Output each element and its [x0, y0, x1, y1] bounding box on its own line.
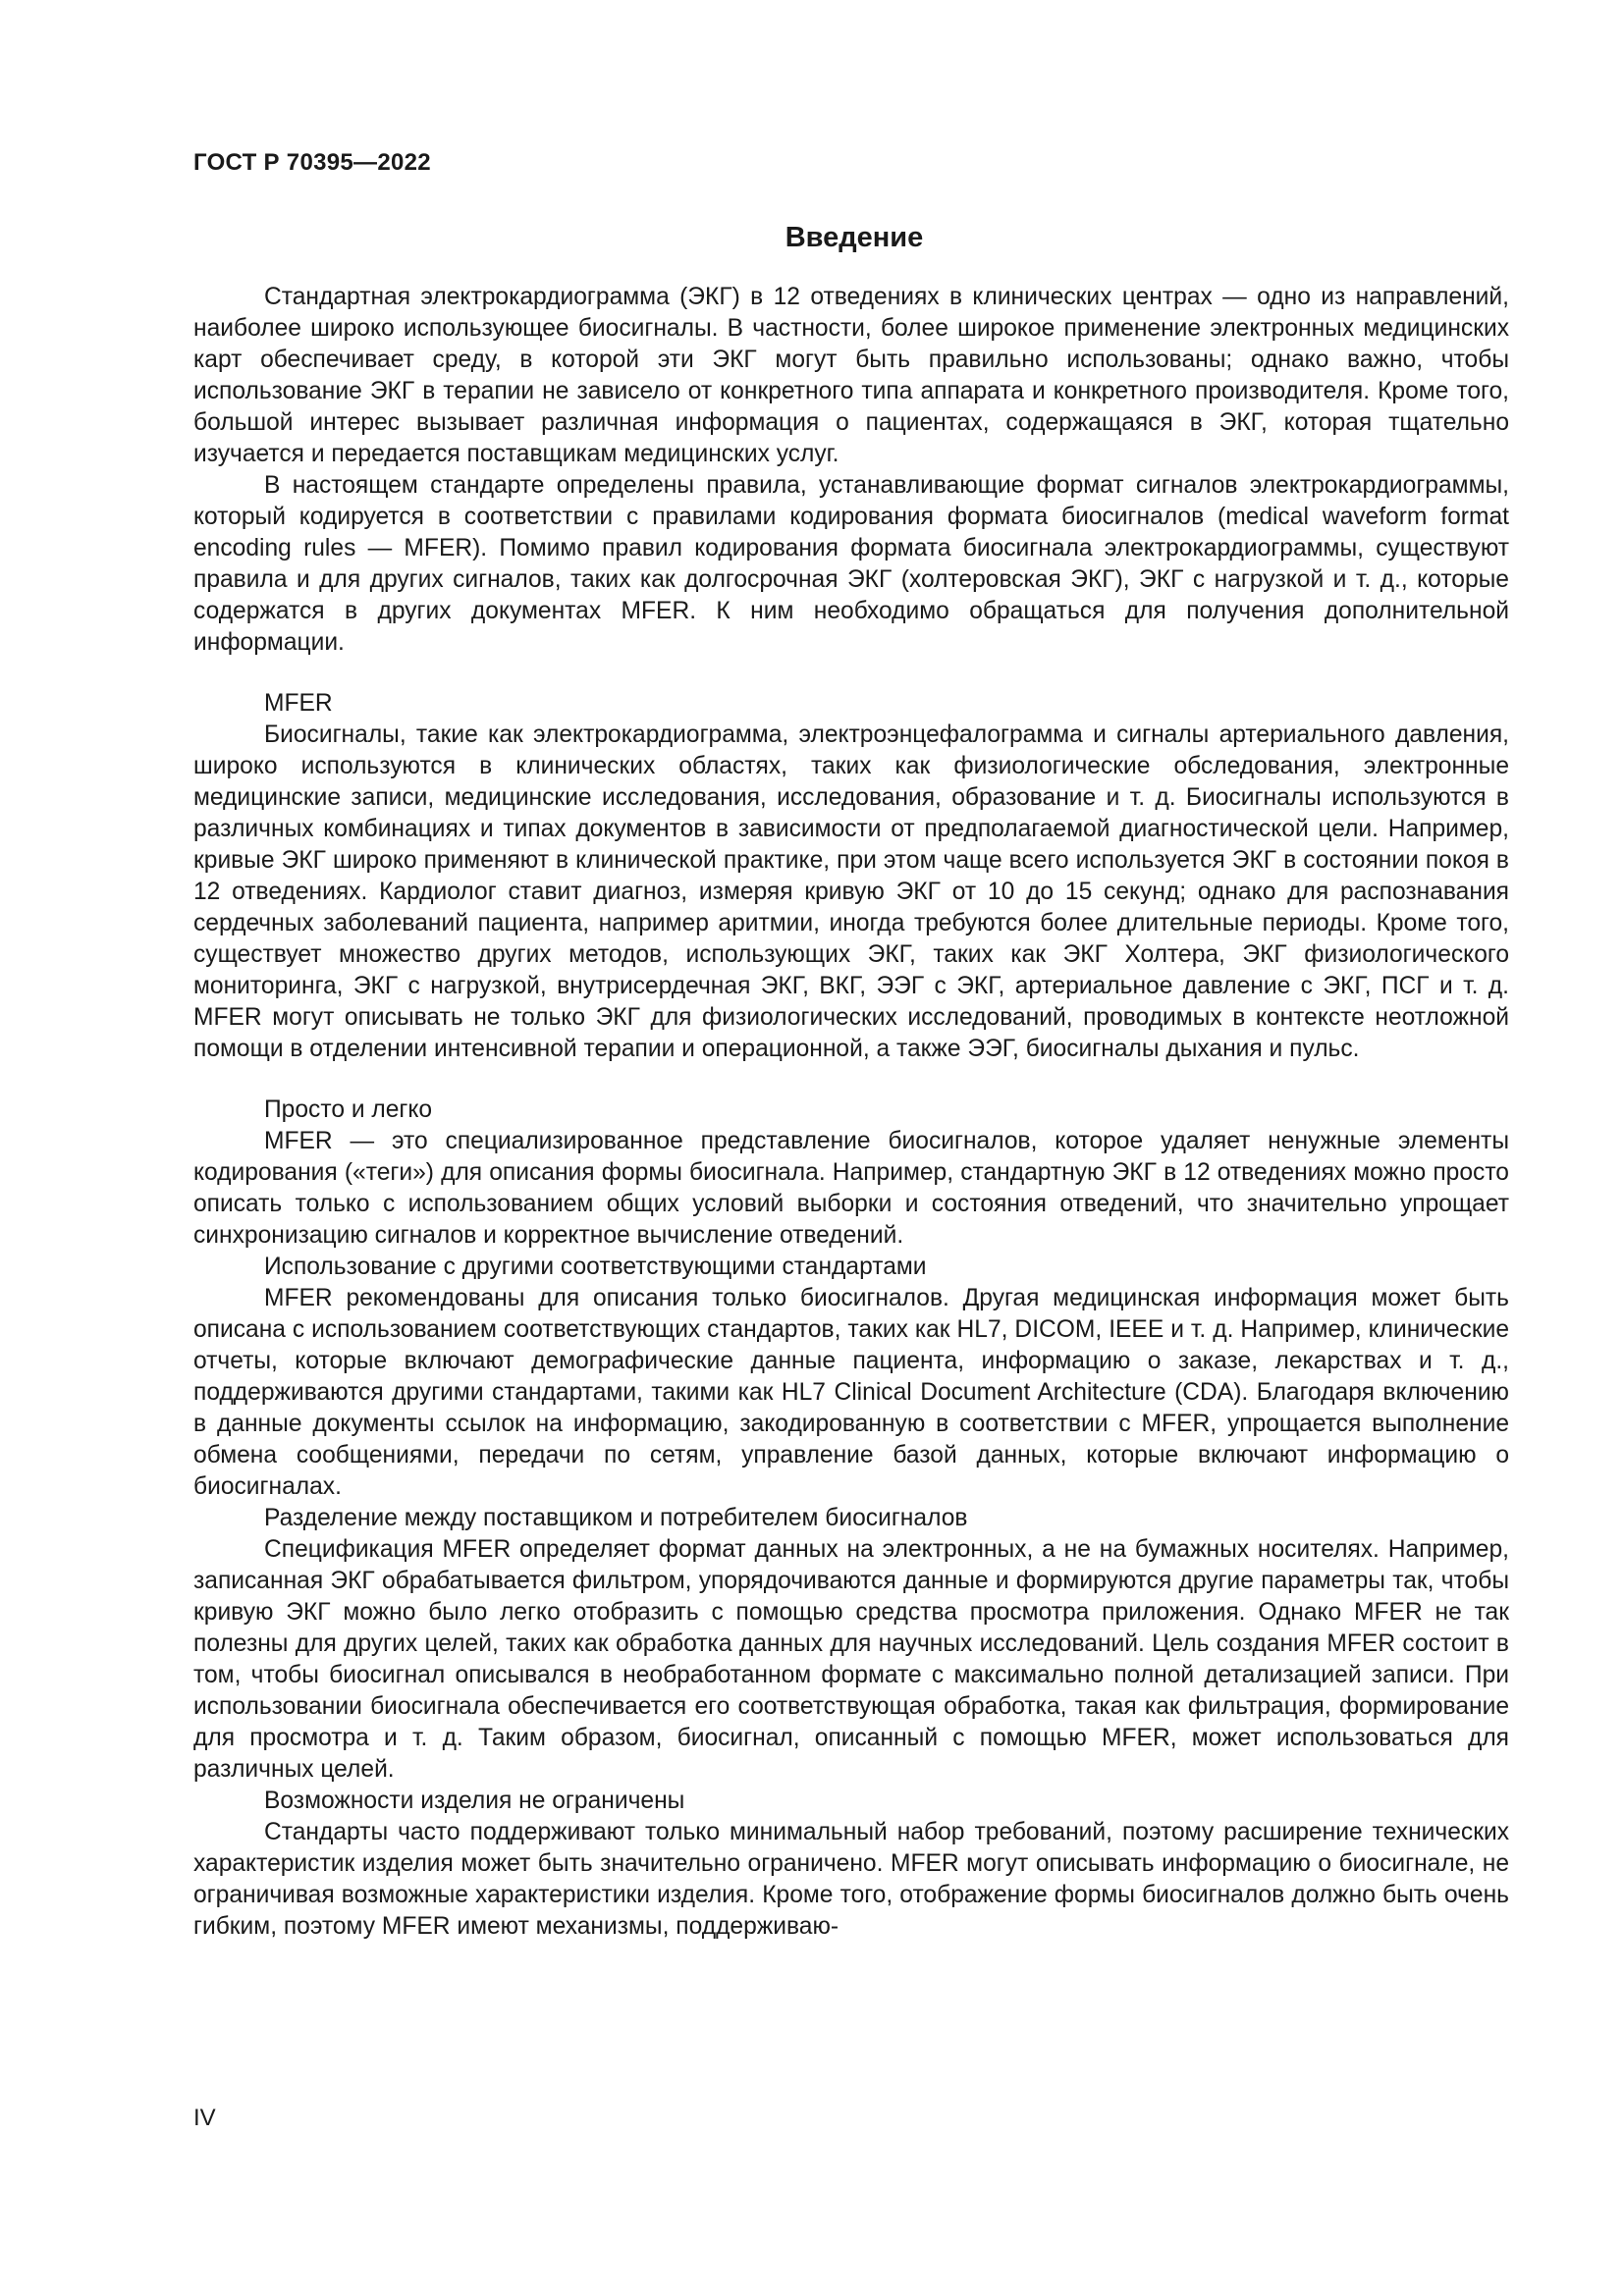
document-body — [193, 282, 1509, 1943]
paragraph: MFER рекомендованы для описания только биосигналов. Другая медицинская информация может быть описана с использованием соответствующих стандартов, таких как HL7, DICOM, IEEE и т. д. Например, клинические отчеты, которые включают демографические данные пациента, информацию о заказе, лекарствах и т. д., поддерживаются другими стандартами, такими как HL7 Clinical Document Architecture (CDA). Благодаря включению в данные документы ссылок на информацию, закодированную в соответствии с MFER, упрощается выполнение обмена сообщениями, передачи по сетям, управление базой данных, которые включают информацию о биосигналах. — [193, 1285, 1509, 1500]
page-number: IV — [193, 2105, 216, 2131]
section-heading-mfer: MFER — [264, 690, 333, 717]
paragraph: Биосигналы, такие как электрокардиограмма, электроэнцефалограмма и сигналы артериального давления, широко используются в клинических областях, таких как физиологические обследования, электронные медицинские записи, медицинские исследования, исследования, образование и т. д. Биосигналы используются в различных комбинациях и типах документов в зависимости от предполагаемой диагностической цели. Например, кривые ЭКГ широко применяют в клинической практике, при этом чаще всего используется ЭКГ в состоянии покоя в 12 отведениях. Кардиолог ставит диагноз, измеряя кривую ЭКГ от 10 до 15 секунд; однако для распознавания сердечных заболеваний пациента, например аритмии, иногда требуются более длительные периоды. Кроме того, существует множество других методов, использующих ЭКГ, таких как ЭКГ Холтера, ЭКГ физиологического мониторинга, ЭКГ с нагрузкой, внутрисердечная ЭКГ, ВКГ, ЭЭГ с ЭКГ, артериальное давление с ЭКГ, ПСГ и т. д. MFER могут описывать не только ЭКГ для физиологических исследований, проводимых в контексте неотложной помощи в отделении интенсивной терапии и операционной, а также ЭЭГ, биосигналы дыхания и пульс. — [193, 721, 1509, 1062]
page-title: Введение — [785, 222, 924, 253]
section-heading-standards: Использование с другими соответствующими стандартами — [264, 1254, 927, 1280]
paragraph: Стандартная электрокардиограмма (ЭКГ) в 12 отведениях в клинических центрах — одно из направлений, наиболее широко использующее биосигналы. В частности, более широкое применение электронных медицинских карт обеспечивает среду, в которой эти ЭКГ могут быть правильно использованы; однако важно, чтобы использование ЭКГ в терапии не зависело от конкретного типа аппарата и конкретного производителя. Кроме того, большой интерес вызывает различная информация о пациентах, содержащаяся в ЭКГ, которая тщательно изучается и передается поставщикам медицинских услуг. — [193, 284, 1509, 467]
paragraph: В настоящем стандарте определены правила, устанавливающие формат сигналов электрокардиограммы, который кодируется в соответствии с правилами кодирования формата биосигналов (medical waveform format encoding rules — MFER). Помимо правил кодирования формата биосигнала электрокардиограммы, существуют правила и для других сигналов, таких как долгосрочная ЭКГ (холтеровская ЭКГ), ЭКГ с нагрузкой и т. д., которые содержатся в других документах MFER. К ним необходимо обращаться для получения дополнительной информации. — [193, 472, 1509, 656]
section-heading-capabilities: Возможности изделия не ограничены — [264, 1788, 685, 1814]
paragraph: Спецификация MFER определяет формат данных на электронных, а не на бумажных носителях. Например, записанная ЭКГ обрабатывается фильтром, упорядочиваются данные и формируются другие параметры так, чтобы кривую ЭКГ можно было легко отобразить с помощью средства просмотра приложения. Однако MFER не так полезны для других целей, таких как обработка данных для научных исследований. Цель создания MFER состоит в том, чтобы биосигнал описывался в необработанном формате с максимально полной детализацией записи. При использовании биосигнала обеспечивается его соответствующая обработка, такая как фильтрация, формирование для просмотра и т. д. Таким образом, биосигнал, описанный с помощью MFER, может использоваться для различных целей. — [193, 1536, 1509, 1783]
section-heading-simple: Просто и легко — [264, 1096, 433, 1123]
paragraph: MFER — это специализированное представление биосигналов, которое удаляет ненужные элементы кодирования («теги») для описания формы биосигнала. Например, стандартную ЭКГ в 12 отведениях можно просто описать только с использованием общих условий выборки и состояния отведений, что значительно упрощает синхронизацию сигналов и корректное вычисление отведений. — [193, 1128, 1509, 1249]
section-heading-separation: Разделение между поставщиком и потребителем биосигналов — [264, 1505, 968, 1531]
paragraph: Стандарты часто поддерживают только минимальный набор требований, поэтому расширение технических характеристик изделия может быть значительно ограничено. MFER могут описывать информацию о биосигнале, не ограничивая возможные характеристики изделия. Кроме того, отображение формы биосигналов должно быть очень гибким, поэтому MFER имеют механизмы, поддерживаю- — [193, 1819, 1509, 1940]
document-header: ГОСТ Р 70395—2022 — [193, 149, 431, 176]
